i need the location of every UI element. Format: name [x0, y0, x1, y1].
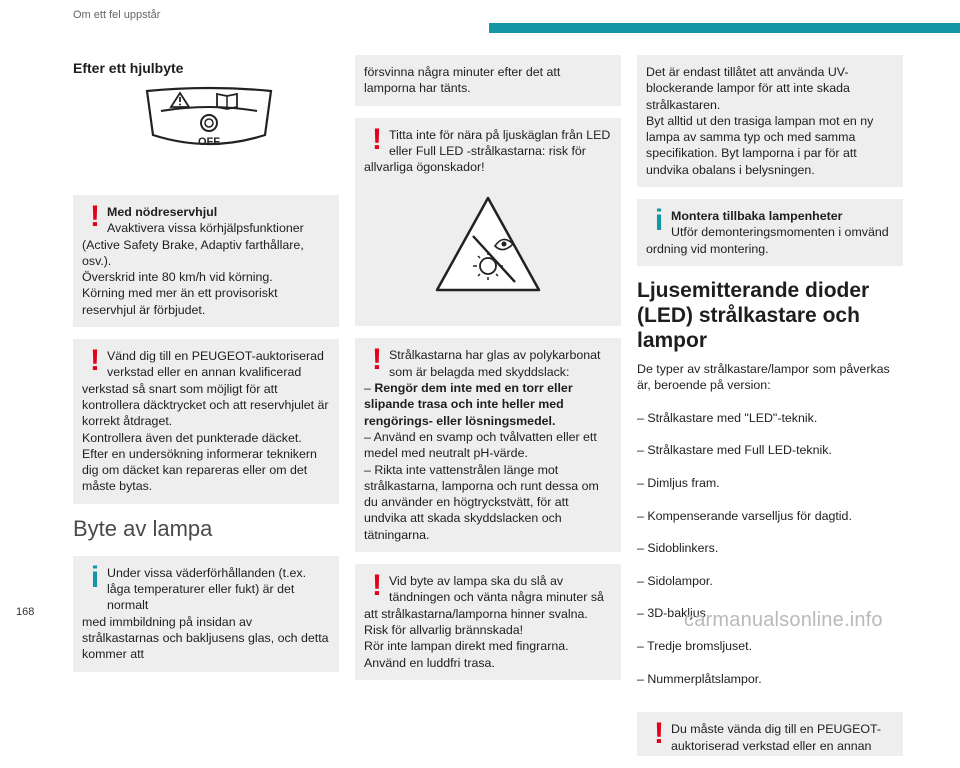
warning-exclamation-icon: ! [90, 200, 100, 233]
page-number: 168 [16, 606, 35, 618]
list-item: – Nummerplåtslampor. [637, 671, 762, 686]
warning-box-spare-wheel [73, 195, 339, 327]
info-lead-rest: Utför demonteringsmomenten i omvänd [671, 225, 889, 240]
info-box-condensation [73, 556, 339, 672]
warning-lead: Titta inte för nära på ljuskäglan från LED eller Full LED -strålkastarna: risk för [389, 127, 611, 158]
warning-body: (Active Safety Brake, Adaptiv farthållare, osv.). Överskrid inte 80 km/h vid körning. Körning med mer än ett provisoriskt reservhjul är förbjudet. [82, 237, 304, 317]
column-3 [637, 55, 903, 768]
info-icon: i [90, 560, 100, 594]
warning-lead: Vid byte av lampa ska du slå av tändningen och vänta några minuter så [389, 574, 604, 605]
info-body: med immbildning på insidan av strålkastarnas och bakljusens glas, och detta kommer att [82, 614, 329, 662]
warning-lead-rest: Avaktivera vissa körhjälpsfunktioner [107, 221, 304, 236]
warning-exclamation-icon: ! [372, 569, 382, 603]
list-item: – Strålkastare med "LED"-teknik. [637, 410, 818, 425]
warning-lead: Vänd dig till en PEUGEOT-auktoriserad verkstad eller en annan kvalificerad [107, 349, 324, 380]
warning-box-burn-risk [355, 564, 621, 680]
led-intro: De typer av strålkastare/lampor som påverkas är, beroende på version: [637, 361, 890, 393]
warning-box-polycarbonate [355, 338, 621, 552]
uv-lamp-note: Det är endast tillåtet att använda UV-blockerande lampor för att inte skada strålkastaren. Byt alltid ut den trasiga lampan mot en ny lampa av samma typ och med samma specifikation. Byt lamporna i par för att undvika obalans i belysningen. [646, 65, 874, 177]
column-2 [355, 55, 621, 692]
watermark: carmanualsonline.info [684, 609, 883, 631]
led-warning-figure [364, 185, 612, 307]
list-item: – Kompenserande varselljus för dagtid. [637, 508, 852, 523]
warning-lead: Du måste vända dig till en PEUGEOT-auktoriserad verkstad eller en annan [671, 722, 882, 753]
list-item: – Tredje bromsljuset. [637, 639, 753, 654]
warning-body: att strålkastarna/lamporna hinner svalna. Risk för allvarlig brännskada! Rör inte lampan direkt med fingrarna. Använd en luddfri trasa. [364, 606, 588, 670]
info-body: ordning vid montering. [646, 241, 769, 256]
warning-box-led-workshop [637, 712, 903, 756]
off-label: OFF [198, 136, 220, 148]
warning-button-illustration [143, 87, 275, 153]
warning-exclamation-icon: ! [90, 344, 100, 378]
section-heading-led: Ljusemitterande dioder (LED) strålkastare och lampor [637, 278, 870, 352]
led-list [637, 394, 903, 704]
dash-item-1 [364, 380, 612, 429]
dash-item-1-bold: Rengör dem inte med en torr eller slipande trasa och inte heller med rengörings- eller lösningsmedel. [364, 381, 573, 428]
header-accent-bar [489, 23, 960, 33]
warning-body: verkstad så snart som möjligt för att kontrollera däcktrycket och att reservhjulet är korrekt åtdraget. Kontrollera även det punkterade däcket. Efter en undersökning informerar teknikern dig om däcket kan repareras eller om det måste bytas. [82, 381, 329, 494]
warning-exclamation-icon: ! [372, 122, 382, 156]
uv-lamp-note-box [637, 55, 903, 187]
warning-lead-bold: Med nödreservhjul [107, 205, 218, 219]
info-lead-bold: Montera tillbaka lampenheter [671, 209, 843, 224]
section-heading-wheel-change: Efter ett hjulbyte [73, 60, 184, 76]
dashboard-button-figure [143, 87, 339, 175]
dash: – [364, 381, 375, 396]
warning-lead: Strålkastarna har glas av polykarbonat som är belagda med skyddslack: [389, 348, 601, 379]
list-item: – Dimljus fram. [637, 476, 720, 491]
info-icon: i [654, 204, 664, 238]
warning-box-led-glare [355, 118, 621, 327]
do-not-look-led-icon [433, 194, 543, 298]
continued-text: försvinna några minuter efter det att lamporna har tänts. [364, 65, 561, 96]
info-box-refit [637, 199, 903, 266]
warning-exclamation-icon: ! [372, 343, 382, 377]
warning-body: allvarliga ögonskador! [364, 160, 485, 175]
column-1 [73, 55, 339, 684]
warning-exclamation-icon: ! [654, 717, 664, 751]
list-item: – Strålkastare med Full LED-teknik. [637, 443, 832, 458]
info-lead: Under vissa väderförhållanden (t.ex. låga temperaturer eller fukt) är det normalt [107, 565, 307, 613]
list-item: – Sidoblinkers. [637, 541, 719, 556]
dash-item-2: – Använd en svamp och tvålvatten eller ett medel med neutralt pH-värde. [364, 429, 597, 461]
dash-item-3: – Rikta inte vattenstrålen länge mot strålkastarna, lamporna och runt dessa om du använder en högtryckstvätt, för att undvika att skada skyddslacken och tätningarna. [364, 462, 599, 542]
list-item: – Sidolampor. [637, 573, 713, 588]
running-header: Om ett fel uppstår [73, 9, 161, 21]
list-item: – 3D-bakljus. [637, 606, 710, 621]
warning-box-workshop [73, 339, 339, 504]
section-heading-lamp-replacement: Byte av lampa [73, 515, 213, 541]
continued-box [355, 55, 621, 106]
